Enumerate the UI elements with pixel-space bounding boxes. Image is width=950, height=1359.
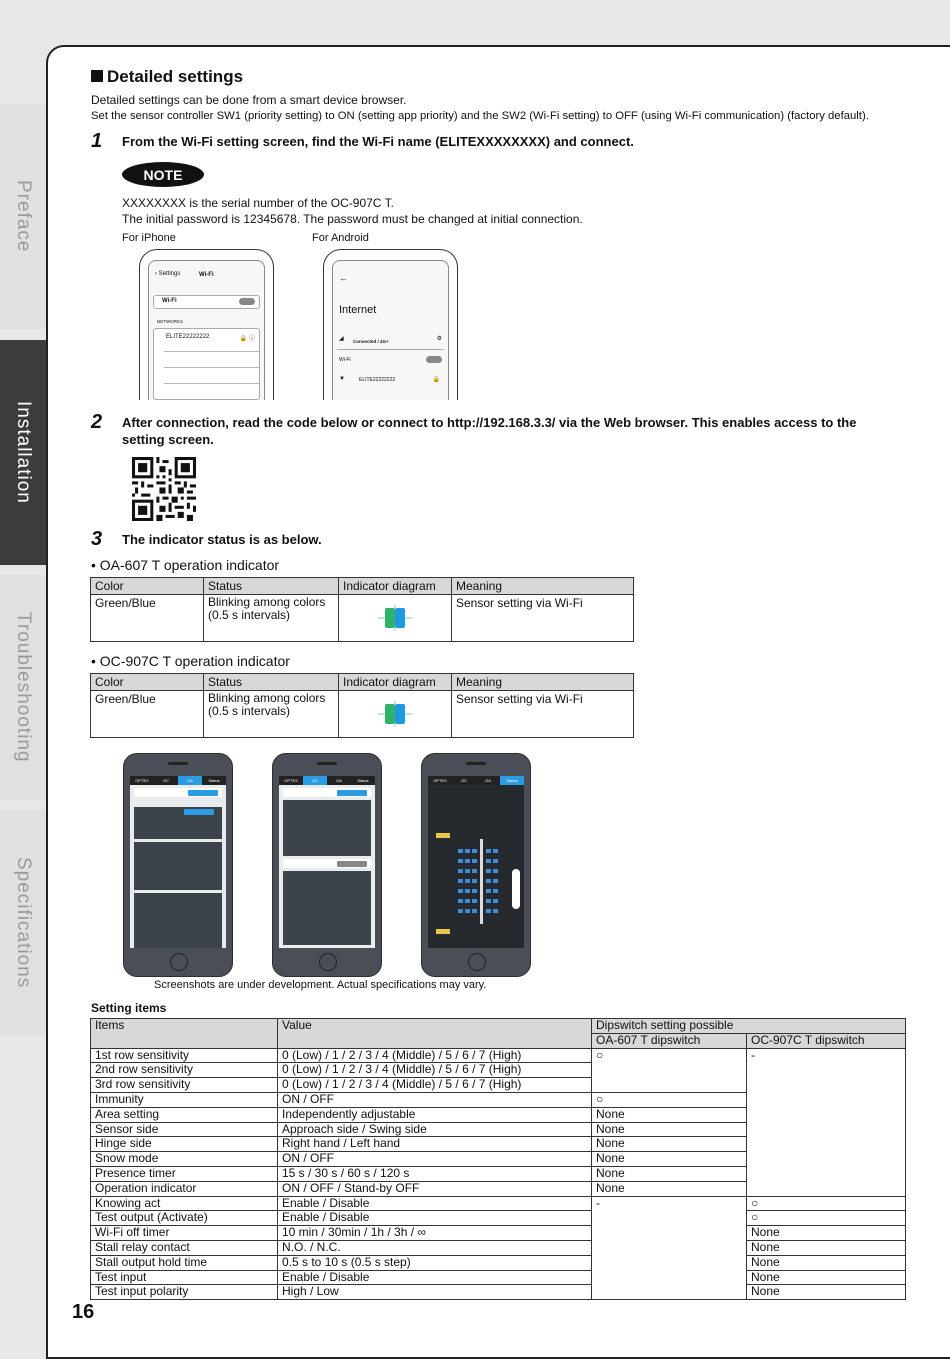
- note-line-1: XXXXXXXX is the serial number of the OC-907C T.: [122, 196, 394, 210]
- intro-text-2: Set the sensor controller SW1 (priority setting) to ON (setting app priority) and the SW2 (Wi-Fi setting) to OFF (using Wi-Fi communication) (factory default).: [91, 110, 869, 122]
- side-tab-preface[interactable]: Preface: [0, 104, 46, 329]
- side-tab-specifications[interactable]: Specifications: [0, 810, 46, 1035]
- wifi-icon: ▼: [339, 376, 345, 382]
- wifi-toggle[interactable]: [426, 356, 442, 363]
- screenshot-caption: Screenshots are under development. Actual specifications may vary.: [154, 979, 487, 991]
- table-row: Test output (Activate) Enable / Disable ○: [91, 1211, 906, 1226]
- wifi-toggle[interactable]: [239, 298, 255, 305]
- table-row: Sensor side Approach side / Swing side None: [91, 1122, 906, 1137]
- qr-code-icon[interactable]: [132, 457, 196, 521]
- oc-indicator-title: • OC-907C T operation indicator: [91, 653, 290, 669]
- home-button-icon: [468, 953, 486, 971]
- note-badge: NOTE: [122, 162, 204, 187]
- side-tab-installation[interactable]: Installation: [0, 340, 46, 565]
- app-nav: OPTEX OC OA Status: [279, 776, 375, 785]
- oc-indicator-table: Color Status Indicator diagram Meaning Green/Blue Blinking among colors (0.5 s intervals) Sensor setting via Wi-Fi: [90, 673, 634, 738]
- table-row: 2nd row sensitivity 0 (Low) / 1 / 2 / 3 / 4 (Middle) / 5 / 6 / 7 (High): [91, 1063, 906, 1078]
- section-title: Detailed settings: [91, 67, 243, 87]
- page-number: 16: [72, 1301, 95, 1323]
- home-button-icon: [170, 953, 188, 971]
- chevron-left-icon: ‹: [155, 271, 159, 277]
- app-screenshot-oc: [272, 753, 382, 977]
- android-caption: For Android: [312, 232, 369, 244]
- step-text-1: From the Wi-Fi setting screen, find the Wi-Fi name (ELITEXXXXXXXX) and connect.: [122, 134, 634, 149]
- square-bullet-icon: [91, 70, 103, 82]
- back-arrow-icon[interactable]: ←: [339, 273, 348, 283]
- table-row: Hinge side Right hand / Left hand None: [91, 1137, 906, 1152]
- table-row: 1st row sensitivity 0 (Low) / 1 / 2 / 3 / 4 (Middle) / 5 / 6 / 7 (High) ○ -: [91, 1048, 906, 1063]
- table-row: Test input Enable / Disable None: [91, 1270, 906, 1285]
- led-diagram-icon: [343, 596, 447, 640]
- detection-area-diagram: [428, 789, 524, 948]
- table-row: Stall output hold time 0.5 s to 10 s (0.5 s step) None: [91, 1255, 906, 1270]
- oa-indicator-title: • OA-607 T operation indicator: [91, 557, 280, 573]
- app-nav: OPTEX OC OA Status: [428, 776, 524, 785]
- table-row: Area setting Independently adjustable None: [91, 1107, 906, 1122]
- setting-items-table: Items Value Dipswitch setting possible OA-607 T dipswitch OC-907C T dipswitch 1st row sensitivity 0 (Low) / 1 / 2 / 3 / 4 (Middle) / 5 / 6 / 7 (High) ○ - 2nd row sensitivity 0 (Low) / 1 / 2 / 3 / 4 (Middle) / 5 / 6 / 7 (High) 3rd row sensitivity 0 (Low) / 1 / 2 / 3 / 4 (Middle) / 5 / 6 / 7 (High) Immunity ON / OFF ○ Area setting Independently adjustable None Sensor side Approach side / Swing side None Hinge side Right hand / Left hand None Snow mode ON / OFF None Presence timer 15 s / 30 s / 60 s / 120 s None Operation indicator ON / OFF / Stand-by OFF None Knowing act Enable / Disable - ○ Test output (Activate) Enable / Disable ○ Wi-Fi off timer 10 min / 30min / 1h / 3h / ∞ None Stall relay contact N.O. / N.C. None Stall output hold time 0.5 s to 10 s (0.5 s step) None Test input Enable / Disable None Test input polarity High / Low None: [90, 1018, 906, 1300]
- table-row: Knowing act Enable / Disable - ○: [91, 1196, 906, 1211]
- table-row: Wi-Fi off timer 10 min / 30min / 1h / 3h / ∞ None: [91, 1226, 906, 1241]
- table-row: 3rd row sensitivity 0 (Low) / 1 / 2 / 3 / 4 (Middle) / 5 / 6 / 7 (High): [91, 1078, 906, 1093]
- signal-icon: ◢: [339, 336, 344, 342]
- android-illustration: ← Internet ◢ Connected / 4G+ ⚙ Wi-Fi ▼ ELITE22222222 🔒: [323, 249, 458, 400]
- table-row: Test input polarity High / Low None: [91, 1285, 906, 1300]
- step-text-2: After connection, read the code below or connect to http://192.168.3.3/ via the Web browser. This enables access to the setting screen.: [122, 415, 857, 447]
- gear-icon[interactable]: ⚙: [436, 336, 442, 342]
- step-text-3: The indicator status is as below.: [122, 532, 322, 547]
- app-screenshot-status: [421, 753, 531, 977]
- note-line-2: The initial password is 12345678. The password must be changed at initial connection.: [122, 212, 583, 226]
- android-ssid[interactable]: ELITE22222222: [359, 377, 396, 383]
- lock-icon: 🔒: [432, 377, 440, 383]
- app-screenshot-oa: [123, 753, 233, 977]
- app-nav: OPTEX OC OA Status: [130, 776, 226, 785]
- side-tab-troubleshooting[interactable]: Troubleshooting: [0, 575, 46, 800]
- android-internet-title: Internet: [339, 304, 377, 316]
- lock-wifi-info-icon: 🔒 ⓘ: [239, 336, 255, 342]
- iphone-ssid[interactable]: ELITE22222222: [166, 334, 210, 340]
- table-row: Stall relay contact N.O. / N.C. None: [91, 1240, 906, 1255]
- table-row: Presence timer 15 s / 30 s / 60 s / 120 s None: [91, 1166, 906, 1181]
- step-number-2: 2: [91, 411, 103, 433]
- step-number-3: 3: [91, 528, 103, 550]
- home-button-icon: [319, 953, 337, 971]
- iphone-wifi-title: Wi-Fi: [199, 272, 214, 278]
- iphone-caption: For iPhone: [122, 232, 176, 244]
- step-number-1: 1: [91, 130, 103, 152]
- table-row: Snow mode ON / OFF None: [91, 1152, 906, 1167]
- table-row: Operation indicator ON / OFF / Stand-by OFF None: [91, 1181, 906, 1196]
- led-diagram-icon: [343, 692, 447, 736]
- setting-items-title: Setting items: [91, 1001, 167, 1015]
- iphone-illustration: ‹ Settings Wi-Fi Wi-Fi NETWORKS ELITE22222222 🔒 ⓘ: [139, 249, 274, 400]
- table-row: Immunity ON / OFF ○: [91, 1092, 906, 1107]
- oa-indicator-table: Color Status Indicator diagram Meaning Green/Blue Blinking among colors (0.5 s intervals) Sensor setting via Wi-Fi: [90, 577, 634, 642]
- intro-text-1: Detailed settings can be done from a smart device browser.: [91, 93, 407, 107]
